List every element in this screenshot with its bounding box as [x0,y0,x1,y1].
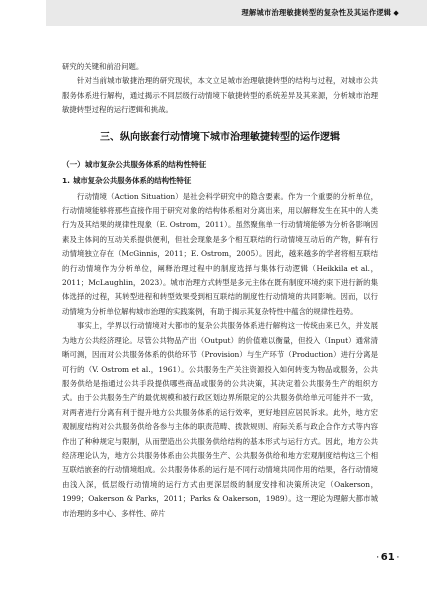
subsubsection-heading [62,174,378,187]
page-number-dot-right: · [396,553,399,561]
section-heading: 三、纵向嵌套行动情境下城市治理敏捷转型的运作逻辑 [100,131,340,143]
subsection-heading: （一）城市复杂公共服务体系的结构性特征 [62,159,207,169]
paragraph-intro: 针对当前城市敏捷治理的研究现状，本文立足城市治理敏捷转型的结构与过程，对城市公共服务体系进行解构，通过揭示不同层级行动情境下敏捷转型的系统差异及其来源，分析城市治理敏捷转型过程的运行逻辑和挑战。 [62,76,378,115]
running-header-bar [46,0,427,26]
page-number-value: 61 [380,552,395,563]
paragraph-continuation: 研究的关键和前沿问题。 [62,62,144,71]
subsubsection-title: 城市复杂公共服务体系的结构性特征 [72,175,192,185]
subsubsection-number: 1. [62,175,70,185]
page-number [377,552,399,563]
diamond-icon: ◆ [393,9,399,17]
page-number-dot-left: · [376,553,379,561]
page-body [62,60,378,521]
paragraph-public-economy: 事实上，学界以行动情境对大都市的复杂公共服务体系进行解构这一传统由来已久，并发展为地方公共经济理论。尽管公共物品产出（Output）的价值难以衡量，但投入（Input）通常清晰可测，因而对公共服务体系的供给环节（Provision）与生产环节（Production）进行分离是可行的（V. Ostrom et al.，1961）。公共服务生产关注资源投入如何转变为物品或服务，公共服务供给是指通过公共手段提供哪些商品或服务的公共决策，其决定着公共服务生产的组织方式。由于公共服务生产的最优规模和被行政区划边界所限定的公共服务供给单元可能并不一致，对两者进行分离有利于提升地方公共服务体系的运行效率，更好地回应居民诉求。此外，地方宏观制度结构对公共服务供给各参与主体的职责范畴、拨款规则、府际关系与政企合作方式等内容作出了种种规定与限制，从而塑造出公共服务供给结构的基本形式与运行方式。因此，地方公共经济理论认为，地方公共服务体系由公共服务生产、公共服务供给和地方宏观制度结构这三个相互联结嵌套的行动情境组成。公共服务体系的运行是不同行动情境共同作用的结果，各行动情境由浅入深，低层级行动情境的运行方式由更深层级的制度安排和决策所决定（Oakerson，1999；Oakerson & Parks，2011；Parks & Oakerson，1989）。这一理论为理解大都市城市治理的多中心、多样性、碎片 [62,321,378,518]
running-header-title: 理解城市治理敏捷转型的复杂性及其运作逻辑 [241,8,392,17]
paragraph-action-situation: 行动情境（Action Situation）是社会科学研究中的隐含要素。作为一个重要的分析单位，行动情境能够将那些直接作用于研究对象的结构体系相对分离出来，用以解释发生在其中的人类行为及其结果的规律性现象（E. Ostrom，2011）。虽然聚焦单一行动情境能够为分析各影响因素及主体间的互动关系提供便利，但社会现象是多个相互联结的行动情境互动后的产物，鲜有行动情境独立存在（McGinnis，2011；E. Ostrom，2005）。因此，越来越多的学者将相互联结的行动情境作为分析单位，阐释治理过程中的制度选择与集体行动逻辑（Heikkila et al.，2011；McLaughlin，2023）。城市治理方式转型是多元主体在既有制度环境约束下进行新的集体选择的过程，其转型进程和转型效果受到相互联结的制度性行动情境的共同影响。因而，以行动情境为分析单位解构城市治理的实践案例，有助于揭示其复杂特性中蕴含的规律性趋势。 [62,191,378,316]
running-header [242,8,399,18]
